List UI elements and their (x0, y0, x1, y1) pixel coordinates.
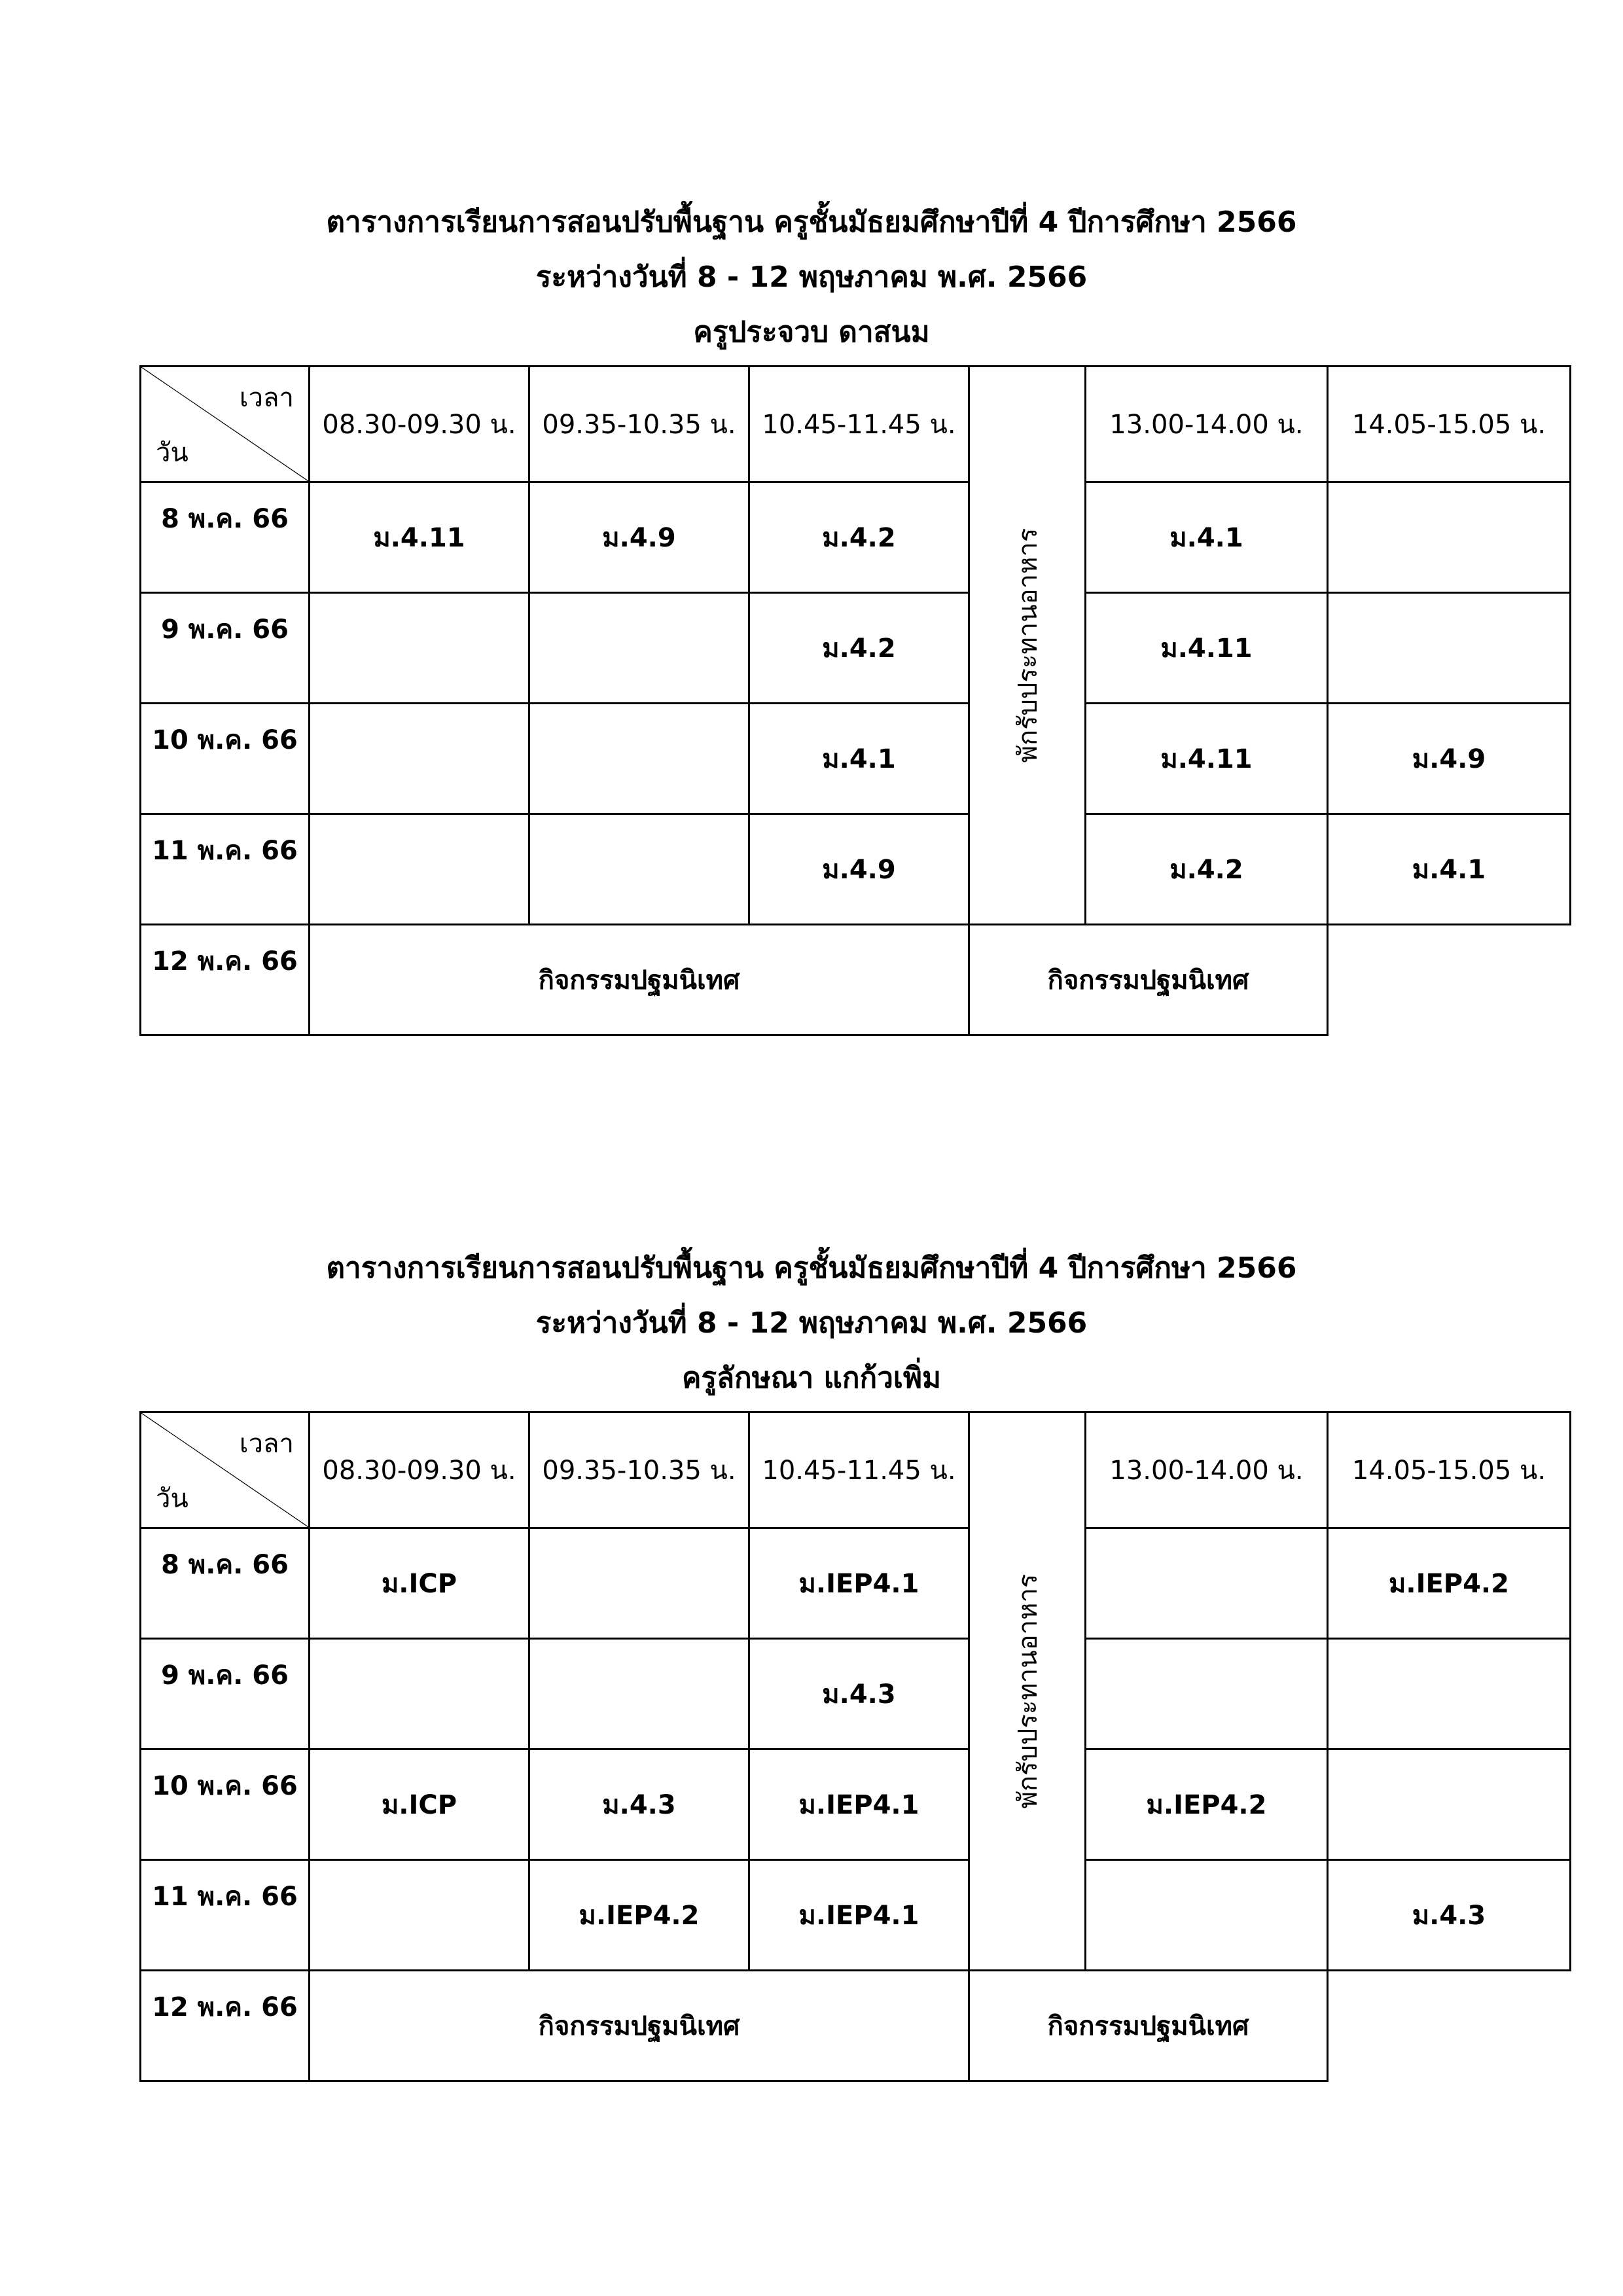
class-cell: ม.IEP4.1 (749, 1860, 969, 1971)
class-cell: ม.4.3 (529, 1749, 749, 1860)
class-cell (529, 1528, 749, 1639)
class-cell: ม.4.2 (749, 593, 969, 704)
teacher-name: ครูประจวบ ดาสนม (693, 315, 930, 349)
orientation-activity-cell: กิจกรรมปฐมนิเทศ (310, 925, 969, 1035)
day-cell: 10 พ.ค. 66 (141, 704, 310, 814)
class-cell: ม.4.3 (749, 1639, 969, 1749)
time-slot-header: 08.30-09.30 น. (310, 1412, 529, 1528)
table-row (141, 593, 1571, 704)
class-cell (1086, 1639, 1328, 1749)
day-cell: 9 พ.ค. 66 (141, 1639, 310, 1749)
class-cell (1086, 1528, 1328, 1639)
schedule-title: ตารางการเรียนการสอนปรับพื้นฐาน ครูชั้นมัธยมศึกษาปีที่ 4 ปีการศึกษา 2566 (326, 1251, 1297, 1285)
day-cell: 10 พ.ค. 66 (141, 1749, 310, 1860)
corner-header-cell (141, 1412, 310, 1528)
table-row (141, 1749, 1571, 1860)
class-cell: ม.4.2 (749, 482, 969, 593)
class-cell: ม.IEP4.2 (529, 1860, 749, 1971)
schedule-date-range: ระหว่างวันที่ 8 - 12 พฤษภาคม พ.ศ. 2566 (535, 260, 1088, 294)
table-row (141, 1528, 1571, 1639)
time-slot-header: 10.45-11.45 น. (749, 1412, 969, 1528)
lunch-break-cell (969, 1412, 1086, 1971)
class-cell: ม.ICP (310, 1528, 529, 1639)
time-slot-header: 09.35-10.35 น. (529, 1412, 749, 1528)
class-cell (529, 593, 749, 704)
class-cell (1328, 593, 1571, 704)
class-cell (1328, 1639, 1571, 1749)
lunch-break-label: พักรับประทานอาหาร (1012, 528, 1043, 763)
class-cell (529, 704, 749, 814)
class-cell: ม.4.11 (310, 482, 529, 593)
day-cell: 12 พ.ค. 66 (141, 1971, 310, 2081)
class-cell: ม.IEP4.1 (749, 1528, 969, 1639)
class-cell: ม.4.2 (1086, 814, 1328, 925)
teacher-name: ครูลักษณา แกก้วเพิ่ม (682, 1361, 941, 1395)
lunch-break-cell (969, 367, 1086, 925)
time-label: เวลา (239, 1429, 294, 1459)
lunch-break-label: พักรับประทานอาหาร (1012, 1573, 1043, 1809)
class-cell: ม.4.1 (749, 704, 969, 814)
table-row (141, 482, 1571, 593)
class-cell (1328, 482, 1571, 593)
class-cell (310, 704, 529, 814)
class-cell: ม.ICP (310, 1749, 529, 1860)
schedule-title: ตารางการเรียนการสอนปรับพื้นฐาน ครูชั้นมัธยมศึกษาปีที่ 4 ปีการศึกษา 2566 (326, 206, 1297, 239)
day-cell: 8 พ.ค. 66 (141, 1528, 310, 1639)
time-label: เวลา (239, 383, 294, 413)
time-slot-header: 08.30-09.30 น. (310, 367, 529, 482)
day-label: วัน (156, 1484, 188, 1514)
time-slot-header: 14.05-15.05 น. (1328, 367, 1571, 482)
class-cell: ม.IEP4.1 (749, 1749, 969, 1860)
class-cell (310, 1860, 529, 1971)
corner-header-cell (141, 367, 310, 482)
day-cell: 8 พ.ค. 66 (141, 482, 310, 593)
class-cell: ม.4.11 (1086, 593, 1328, 704)
class-cell (1328, 1749, 1571, 1860)
time-slot-header: 13.00-14.00 น. (1086, 1412, 1328, 1528)
class-cell (310, 593, 529, 704)
class-cell (1086, 1860, 1328, 1971)
schedule-date-range: ระหว่างวันที่ 8 - 12 พฤษภาคม พ.ศ. 2566 (535, 1306, 1088, 1340)
class-cell: ม.4.1 (1086, 482, 1328, 593)
table-row (141, 1860, 1571, 1971)
day-cell: 11 พ.ค. 66 (141, 1860, 310, 1971)
class-cell (310, 814, 529, 925)
class-cell (529, 1639, 749, 1749)
day-cell: 9 พ.ค. 66 (141, 593, 310, 704)
class-cell: ม.IEP4.2 (1086, 1749, 1328, 1860)
orientation-activity-cell: กิจกรรมปฐมนิเทศ (969, 1971, 1328, 2081)
class-cell: ม.4.9 (1328, 704, 1571, 814)
schedule-2-heading (0, 1241, 1623, 1406)
class-cell: ม.4.1 (1328, 814, 1571, 925)
class-cell: ม.4.3 (1328, 1860, 1571, 1971)
class-cell: ม.4.11 (1086, 704, 1328, 814)
class-cell (310, 1639, 529, 1749)
table-row (141, 814, 1571, 925)
orientation-activity-cell: กิจกรรมปฐมนิเทศ (969, 925, 1328, 1035)
table-row (141, 1971, 1571, 2081)
day-cell: 12 พ.ค. 66 (141, 925, 310, 1035)
time-slot-header: 09.35-10.35 น. (529, 367, 749, 482)
schedule-1-table (139, 365, 1569, 996)
time-slot-header: 10.45-11.45 น. (749, 367, 969, 482)
class-cell: ม.IEP4.2 (1328, 1528, 1571, 1639)
schedule-1-heading (0, 195, 1623, 360)
orientation-activity-cell: กิจกรรมปฐมนิเทศ (310, 1971, 969, 2081)
table-row (141, 1639, 1571, 1749)
class-cell: ม.4.9 (529, 482, 749, 593)
day-label: วัน (156, 438, 188, 468)
time-slot-header: 13.00-14.00 น. (1086, 367, 1328, 482)
schedule-2-table (139, 1411, 1569, 2041)
table-row (141, 925, 1571, 1035)
class-cell: ม.4.9 (749, 814, 969, 925)
class-cell (529, 814, 749, 925)
table-row (141, 704, 1571, 814)
time-slot-header: 14.05-15.05 น. (1328, 1412, 1571, 1528)
day-cell: 11 พ.ค. 66 (141, 814, 310, 925)
